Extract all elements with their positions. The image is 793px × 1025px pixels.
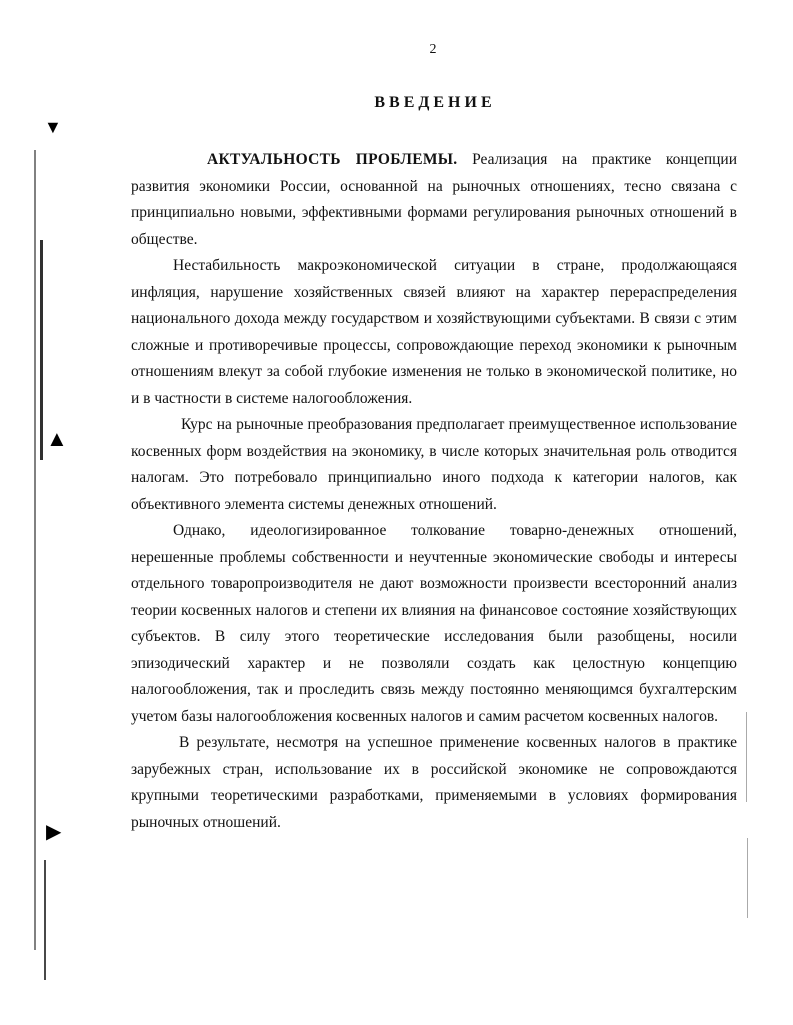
scan-artifact-mark: ▲ [46, 426, 68, 451]
paragraph-relevance [131, 147, 737, 253]
paragraph: Курс на рыночные преобразования предполагает преимущественное использование косвенных форм воздействия на экономику, в числе которых значительная роль отводится налогам. Это потребовало принципиально иного подхода к категории налогов, как объективного элемента системы денежных отношений. [131, 416, 737, 513]
paragraph: В результате, несмотря на успешное применение косвенных налогов в практике зарубежных стран, использование их в российской экономике не сопровождаются крупными теоретическими разработками, применяемыми в условиях формирования рыночных отношений. [131, 734, 737, 831]
paragraph-heading: АКТУАЛЬНОСТЬ ПРОБЛЕМЫ. [207, 151, 458, 168]
page-number: 2 [429, 42, 437, 57]
scan-artifact-mark: ▼ [44, 117, 62, 137]
scan-artifact-mark: ▶ [46, 821, 62, 843]
paragraph-text: Реализация на практике концепции развития экономики России, основанной на рыночных отношениях, тесно связана с принципиально новыми, эффективными формами регулирования рыночных отношений в обществе. [131, 151, 738, 248]
body-text [131, 147, 737, 836]
scan-artifact-edge [746, 712, 747, 802]
scan-artifact-edge [747, 838, 748, 918]
section-title: ВВЕДЕНИЕ [374, 94, 496, 111]
scan-artifact-line [40, 240, 43, 460]
scan-artifact-line [34, 150, 36, 950]
paragraph: Нестабильность макроэкономической ситуации в стране, продолжающаяся инфляция, нарушение хозяйственных связей влияют на характер перераспределения национального дохода между государством и хозяйствующими субъектами. В связи с этим сложные и противоречивые процессы, сопровождающие переход экономики к рыночным отношениям влекут за собой глубокие изменения не только в экономической политике, но и в частности в системе налогообложения. [131, 257, 737, 407]
scan-artifact-line [44, 860, 46, 980]
paragraph: Однако, идеологизированное толкование товарно-денежных отношений, нерешенные проблемы собственности и неучтенные экономические свободы и интересы отдельного товаропроизводителя не дают возможности произвести всесторонний анализ теории косвенных налогов и степени их влияния на финансовое состояние хозяйствующих субъектов. В силу этого теоретические исследования были разобщены, носили эпизодический характер и не позволяли создать как целостную концепцию налогообложения, так и проследить связь между постоянно меняющимся бухгалтерским учетом базы налогообложения косвенных налогов и самим расчетом косвенных налогов. [131, 522, 737, 725]
